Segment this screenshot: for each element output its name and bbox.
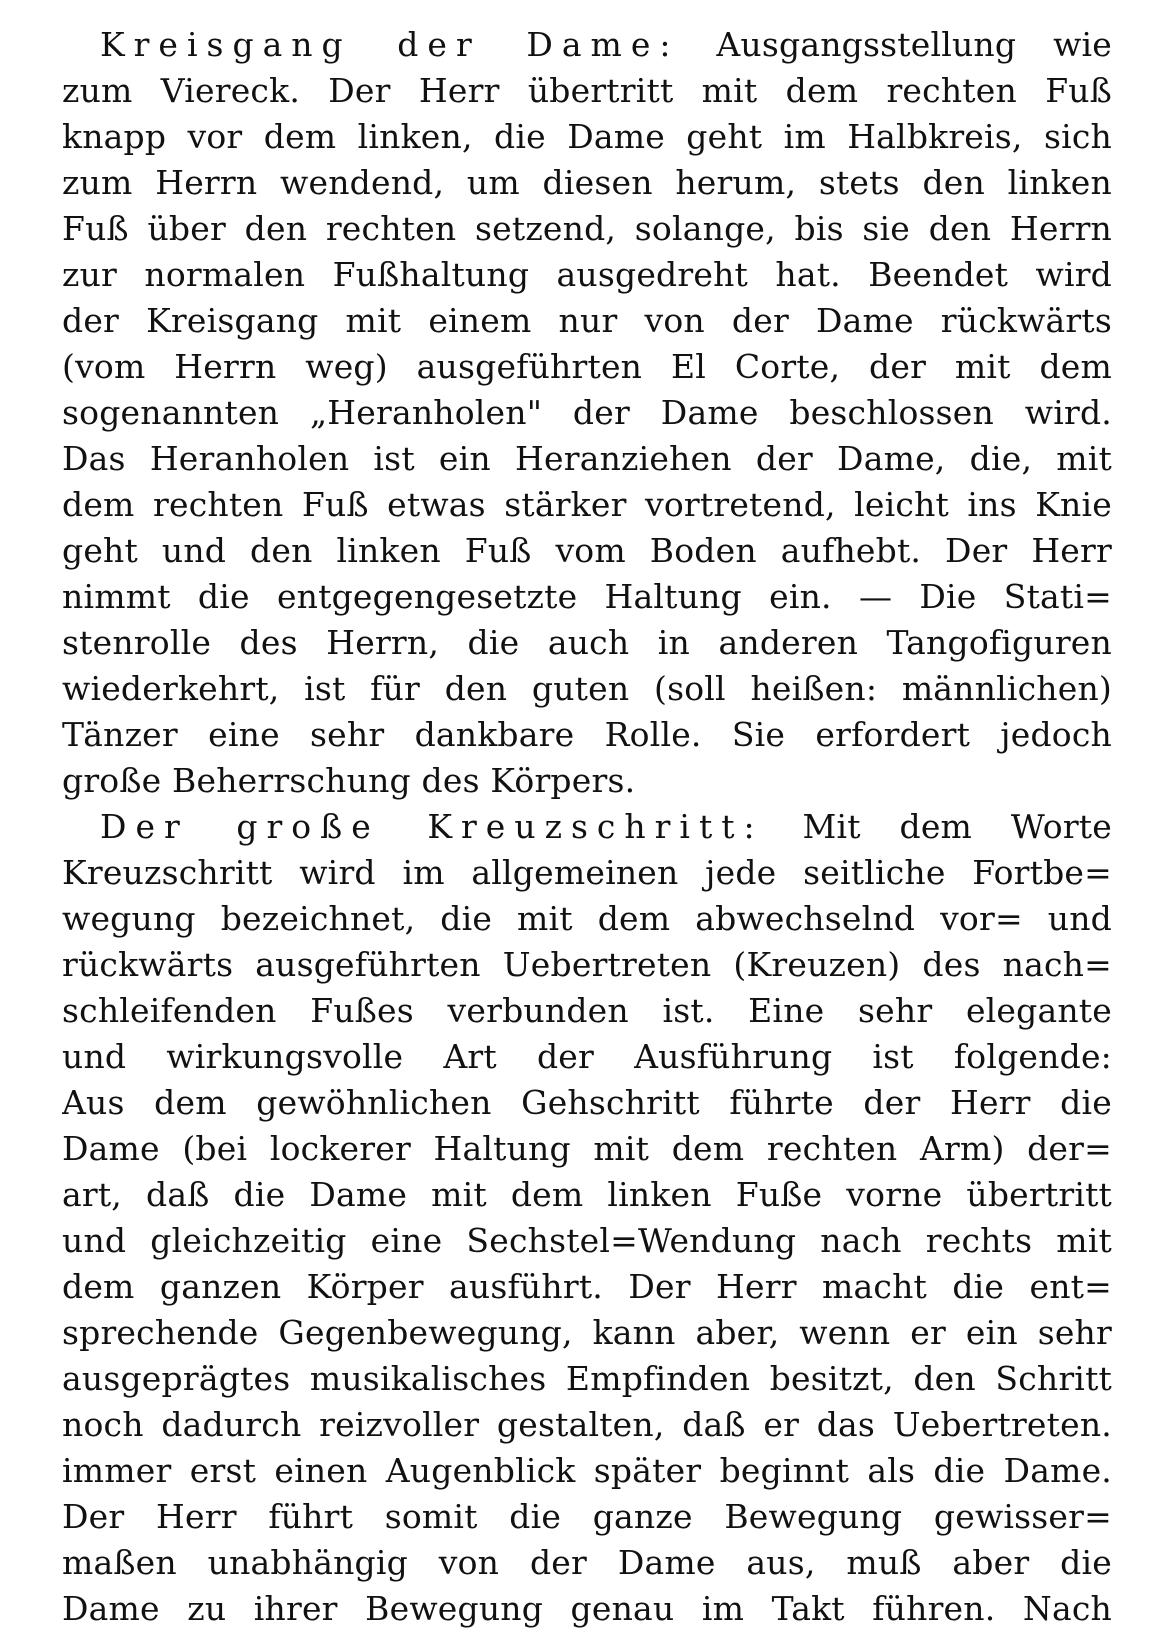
text-line: nimmt die entgegengesetzte Haltung ein. — Die Stati=	[62, 577, 1112, 616]
text-line: zum Herrn wendend, um diesen herum, stets den linken	[62, 163, 1112, 202]
text-line: und wirkungsvolle Art der Ausführung ist folgende:	[62, 1037, 1112, 1076]
section-heading-kreisgang: Kreisgang der Dame:	[100, 25, 680, 64]
document-page	[62, 22, 1112, 1628]
text-line: dem ganzen Körper ausführt. Der Herr macht die ent=	[62, 1267, 1112, 1306]
text-line-content: Mit dem Worte	[802, 807, 1112, 846]
paragraph-kreisgang	[62, 22, 1112, 804]
text-line: wegung bezeichnet, die mit dem abwechselnd vor= und	[62, 899, 1112, 938]
paragraph-kreuzschritt	[62, 804, 1112, 1632]
text-line: Dame (bei lockerer Haltung mit dem rechten Arm) der=	[62, 1129, 1112, 1168]
text-line	[62, 22, 1112, 68]
text-line	[62, 804, 1112, 850]
text-line: Fuß über den rechten setzend, solange, bis sie den Herrn	[62, 209, 1112, 248]
text-line: und gleichzeitig eine Sechstel=Wendung nach rechts mit	[62, 1221, 1112, 1260]
text-line: noch dadurch reizvoller gestalten, daß er das Uebertreten.	[62, 1405, 1112, 1444]
text-line: Aus dem gewöhnlichen Gehschritt führte der Herr die	[62, 1083, 1112, 1122]
text-line: maßen unabhängig von der Dame aus, muß aber die	[62, 1543, 1112, 1582]
text-line: wiederkehrt, ist für den guten (soll heißen: männlichen)	[62, 669, 1112, 708]
text-line: große Beherrschung des Körpers.	[62, 761, 636, 800]
text-line: sogenannten „Heranholen" der Dame beschlossen wird.	[62, 393, 1112, 432]
text-line: Kreuzschritt wird im allgemeinen jede seitliche Fortbe=	[62, 853, 1112, 892]
text-line: Der Herr führt somit die ganze Bewegung gewisser=	[62, 1497, 1112, 1536]
text-line: rückwärts ausgeführten Uebertreten (Kreuzen) des nach=	[62, 945, 1112, 984]
text-line: (vom Herrn weg) ausgeführten El Corte, der mit dem	[62, 347, 1112, 386]
text-line: immer erst einen Augenblick später beginnt als die Dame.	[62, 1451, 1112, 1490]
text-line: stenrolle des Herrn, die auch in anderen Tangofiguren	[62, 623, 1112, 662]
text-line: zum Viereck. Der Herr übertritt mit dem rechten Fuß	[62, 71, 1112, 110]
text-line: geht und den linken Fuß vom Boden aufhebt. Der Herr	[62, 531, 1112, 570]
text-line: Tänzer eine sehr dankbare Rolle. Sie erfordert jedoch	[62, 715, 1112, 754]
text-line: zur normalen Fußhaltung ausgedreht hat. Beendet wird	[62, 255, 1112, 294]
text-line: art, daß die Dame mit dem linken Fuße vorne übertritt	[62, 1175, 1112, 1214]
section-heading-kreuzschritt: Der große Kreuzschritt:	[100, 807, 764, 846]
text-line: knapp vor dem linken, die Dame geht im Halbkreis, sich	[62, 117, 1112, 156]
text-line: der Kreisgang mit einem nur von der Dame rückwärts	[62, 301, 1112, 340]
text-line: ausgeprägtes musikalisches Empfinden besitzt, den Schritt	[62, 1359, 1112, 1398]
text-line: sprechende Gegenbewegung, kann aber, wenn er ein sehr	[62, 1313, 1112, 1352]
text-line: schleifenden Fußes verbunden ist. Eine sehr elegante	[62, 991, 1112, 1030]
text-line: Dame zu ihrer Bewegung genau im Takt führen. Nach	[62, 1589, 1112, 1628]
text-line-content: Ausgangsstellung wie	[716, 25, 1112, 64]
text-line: dem rechten Fuß etwas stärker vortretend, leicht ins Knie	[62, 485, 1112, 524]
text-line: Das Heranholen ist ein Heranziehen der Dame, die, mit	[62, 439, 1112, 478]
